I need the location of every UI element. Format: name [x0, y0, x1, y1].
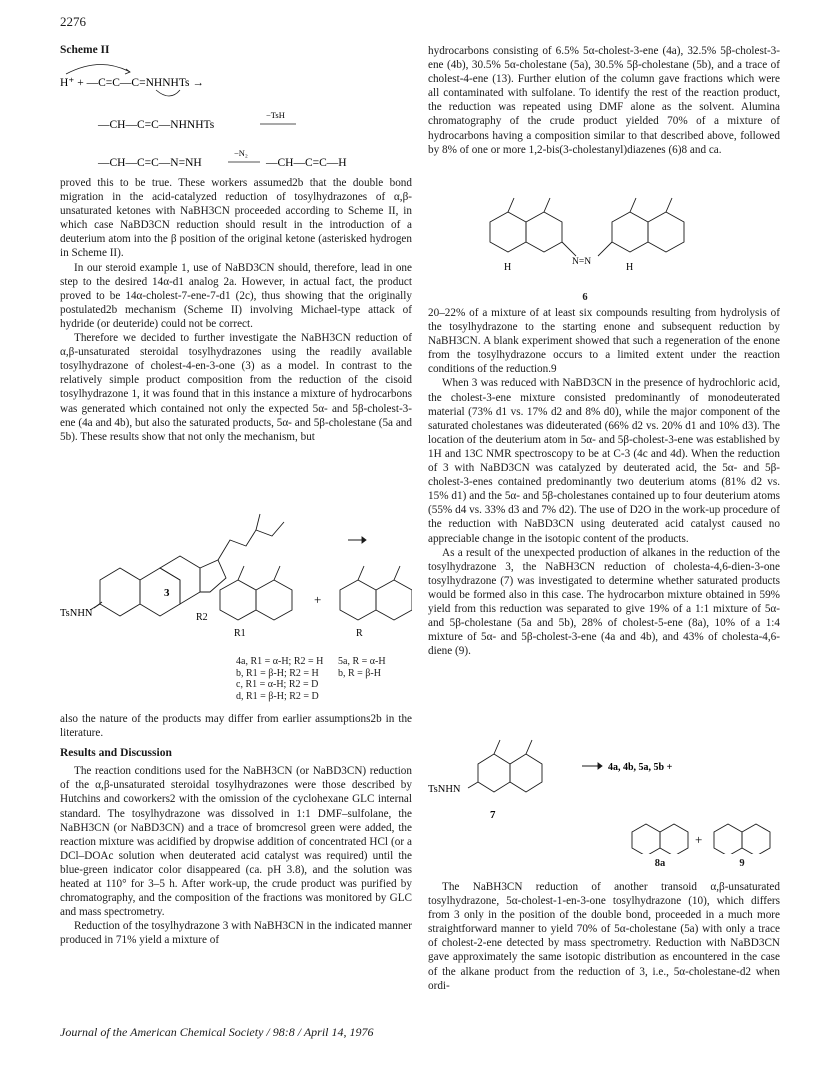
scheme-arrow-3-label: −N₂	[234, 148, 248, 158]
legend-line: c, R1 = α-H; R2 = D	[236, 679, 319, 690]
scheme-line-3b: —CH—C=C—H	[266, 157, 347, 169]
r-label: R	[356, 628, 363, 639]
paragraph: In our steroid example 1, use of NaBD3CN should, therefore, lead in one step to the desired 14α-d1 analog 2a. However, in actual fact, the product proved to be 14α-cholest-7-ene-7-d1 (2c), thus showing that the originally postulated2b mechanism (Scheme II) involving Michael-type attack of hydride (or deuteride) could not be correct.	[60, 261, 412, 330]
paragraph: Reduction of the tosylhydrazone 3 with NaBH3CN in the indicated manner produced in 71% yield a mixture of	[60, 920, 412, 947]
diazene-label: N=N	[572, 257, 592, 267]
legend-line: 4a, R1 = α-H; R2 = H	[236, 656, 324, 667]
left-column-top	[60, 176, 412, 444]
paragraph: The NaBH3CN reduction of another transoid α,β-unsaturated tosylhydrazone, 5α-cholest-1-en-3-one tosylhydrazone (10), which differs from 3 only in the position of the double bond, proceeded in a much more straightforward manner to yield 70% of 5α-cholestane (5a) with only a trace of cholest-2-ene detected by mass spectrometry. Reduction with NaBD3CN gave approximately the same isotopic distribution as encountered in the case of the alkane product from the reduction of 3, i.e., 5α-cholestane-d2 when ordi-	[428, 881, 780, 992]
compound-3-label: 3	[164, 587, 170, 599]
compound-7-label: 7	[490, 809, 496, 821]
journal-footer: Journal of the American Chemical Society / 98:8 / April 14, 1976	[60, 1025, 374, 1039]
scheme-label: Scheme II	[60, 44, 110, 56]
figure-compound-7	[428, 734, 780, 854]
h-left-label: H	[504, 262, 512, 273]
scheme-arrow-2-label: −TsH	[266, 110, 285, 120]
paragraph: 20–22% of a mixture of at least six compounds resulting from hydrolysis of the tosylhydrazone to the starting enone and subsequent reduction by NaBH3CN. A blank experiment showed that such a regeneration of the enone from the tosylhydrazone occurs to a limited extent under the reaction conditions of the reduction.9	[428, 307, 780, 376]
legend-compounds-4	[236, 656, 323, 702]
compound-8a-label: 8a	[654, 858, 666, 869]
paragraph: also the nature of the products may differ from earlier assumptions2b in the literature.	[60, 713, 412, 740]
arrow-products-text: 4a, 4b, 5a, 5b +	[608, 762, 673, 773]
scheme-line-3a: —CH—C=C—N=NH	[98, 157, 202, 169]
paragraph: The reaction conditions used for the NaBH3CN (or NaBD3CN) reduction of the α,β-unsaturated steroidal tosylhydrazones were those described by Hutchins and coworkers2 with the omission of the cyclohexane GLC internal standard. The tosylhydrazone was dissolved in 1:1 DMF–sulfolane, the NaBH3CN (or NaBD3CN) and a trace of bromcresol green were added, the reaction mixture was acidified by dropwise addition of concentrated HCl (or a DCl–DOAc solution when deuterated acid catalyst was required) until the blue-green indicator color disappeared (ca. pH 3.8), and the solution was heated at 110° for 3–5 h. After work-up, the crude product was purified by chromatography, and the composition of the fractions was monitored by GLC and mass spectrometry.	[60, 765, 412, 919]
paragraph: When 3 was reduced with NaBD3CN in the presence of hydrochloric acid, the cholest-3-ene mixture consisted predominantly of monodeuterated material (73% d1 vs. 17% d2 and 8% d0), while the major component of the saturated cholestanes was dideuterated (66% d2 vs. 20% d1 and 10% d3). The location of the deuterium atom in 5α- and 5β-cholest-3-ene was established by 1H and 13C NMR spectroscopy to be at C-3 (4c and 4d). When the reduction of 3 with NaBD3CN was catalyzed by deuterated acid, the 5α- and 5β-cholest-3-enes contained predominantly two deuterium atoms (81% d2 vs. 15% d1) and the 5α- and 5β-cholestanes contained up to four deuterium atoms (55% d4 vs. 33% d3 and 7% d2). The use of D2O in the work-up procedure of the reduction with NaBD3CN using deuterated acid catalyst caused no appreciable change in the isotopic content of the products.	[428, 377, 780, 545]
compound-6-label: 6	[582, 292, 588, 303]
scheme-line-1: H⁺ + —C=C—C=NHNHTs →	[60, 77, 204, 89]
legend-line: 5a, R = α-H	[338, 656, 386, 667]
section-heading: Results and Discussion	[60, 747, 172, 760]
right-column-top	[428, 44, 780, 157]
figure-compound-6	[470, 192, 700, 288]
legend-line: b, R1 = β-H; R2 = H	[236, 667, 319, 679]
h-right-label: H	[626, 262, 634, 273]
page-number: 2276	[60, 14, 86, 29]
paragraph: hydrocarbons consisting of 6.5% 5α-cholest-3-ene (4a), 32.5% 5β-cholest-3-ene (4b), 30.5% 5α-cholestane (5a), 30.5% 5β-cholestane (5b), and a trace of cholest-4-ene (13). Further elution of the column gave fractions which were all contaminated with sulfolane. To identify the rest of the reaction product, the reduction was repeated using DMF alone as the solvent. Alumina chromatography of the crude product yielded 70% of a mixture of hydrocarbons having a composition similar to that described above, followed by 8% of one or more 1,2-bis(3-cholestanyl)diazenes (6)8 and ca.	[428, 45, 780, 156]
legend-line: b, R = β-H	[338, 667, 381, 679]
r1-label: R1	[234, 628, 246, 639]
r2-label: R2	[196, 612, 208, 623]
right-column-middle	[428, 306, 780, 658]
paragraph: proved this to be true. These workers assumed2b that the double bond migration in the acid-catalyzed reduction of tosylhydrazones of α,β-unsaturated ketones with NaBH3CN proceeded according to Scheme II, in which case NaBD3CN reduction should result in the introduction of a deuterium atom into the β position of the original ketone (asterisked hydrogen in Scheme II).	[60, 177, 412, 260]
compound-9-label: 9	[739, 858, 745, 869]
tsnhn-label-7: TsNHN	[428, 784, 461, 795]
scheme-ii-diagram	[60, 58, 412, 176]
scheme-line-2: —CH—C=C—NHNHTs	[98, 119, 215, 131]
legend-compounds-5	[338, 656, 386, 679]
legend-line: d, R1 = β-H; R2 = D	[236, 690, 319, 702]
left-column-bottom	[60, 712, 412, 948]
figure-products-4-5	[160, 560, 412, 652]
plus-sign-7: +	[695, 832, 703, 847]
tsnhn-label: TsNHN	[60, 608, 93, 619]
right-column-bottom	[428, 880, 780, 993]
paragraph: Therefore we decided to further investigate the NaBH3CN reduction of α,β-unsaturated steroidal tosylhydrazones using the readily available tosylhydrazone of cholest-4-en-3-one (3) as a model. In contrast to the relatively simple product composition from the reduction of the cisoid tosylhydrazone 1, it was found that in this instance a mixture of hydrocarbons was generated which contained not only the expected 5α- and 5β-cholest-3-ene (4a and 4b), but also the saturated products, 5α- and 5β-cholestane (5a and 5b). These results show that not only the mechanism, but	[60, 332, 412, 443]
paragraph: As a result of the unexpected production of alkanes in the reduction of the tosylhydrazone 3, the NaBH3CN reduction of cholesta-4,6-dien-3-one tosylhydrazone (7) was investigated to determine whether saturated products would be formed also in this case. The hydrocarbon mixture obtained in 59% yield from this reduction was separated to give 19% of a 1:1 mixture of 5α- and 5β-cholestane (5a and 5b), 28% of cholest-5-ene (8a), 10% of a 1:4 mixture of 5α- and 5β-cholest-3-ene (4a and 4b), and 43% of cholesta-4,6-diene (9).	[428, 546, 780, 658]
plus-sign: +	[314, 592, 322, 607]
